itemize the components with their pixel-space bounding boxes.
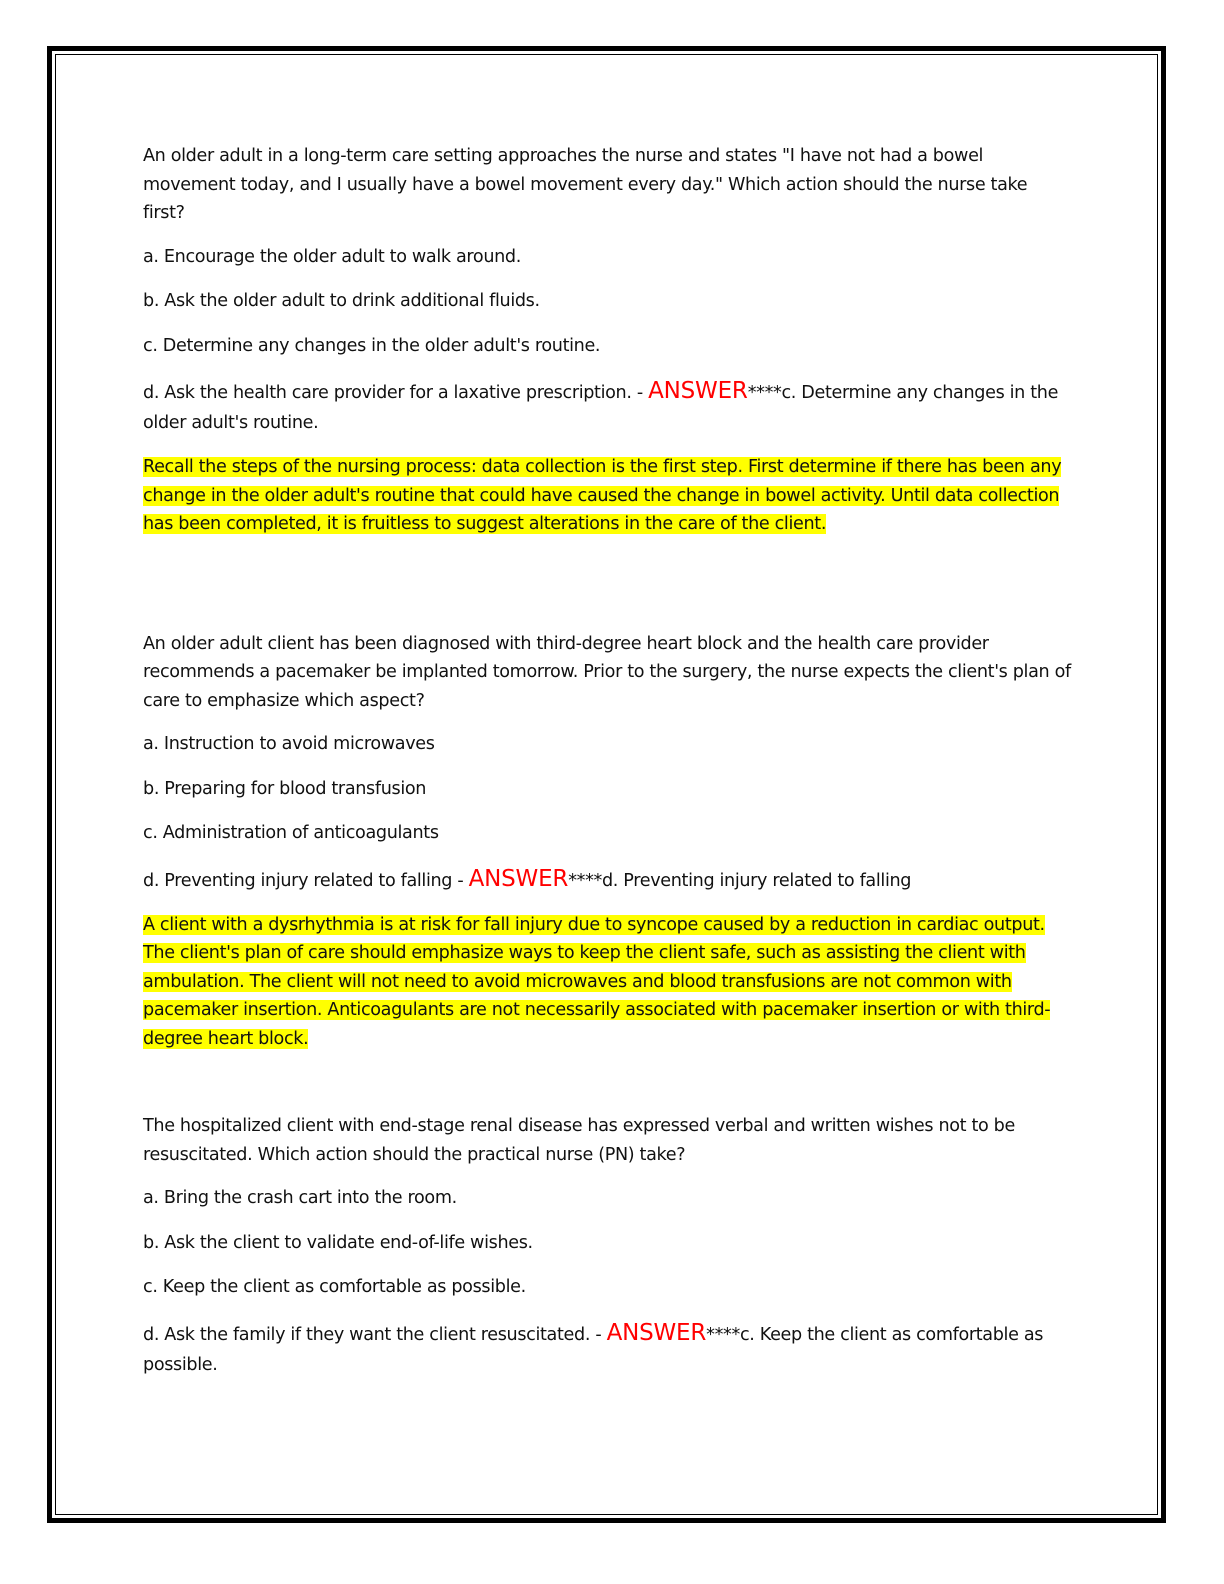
- answer-option-d: [143, 864, 1073, 896]
- answer-option-d-text: d. Preventing injury related to falling -: [143, 870, 464, 891]
- answer-option-d: [143, 1318, 1073, 1380]
- answer-option-b: b. Preparing for blood transfusion: [143, 778, 427, 799]
- correct-answer: ****c. Determine any changes in the older adult's routine.: [143, 383, 1059, 433]
- question-stem: An older adult in a long-term care setting approaches the nurse and states "I have not had a bowel movement today, and I usually have a bowel movement every day." Which action should the nurse take first?: [143, 146, 1028, 223]
- answer-option-a: a. Instruction to avoid microwaves: [143, 734, 435, 754]
- answer-option-c: c. Administration of anticoagulants: [143, 823, 439, 843]
- answer-option-c: c. Determine any changes in the older adult's routine.: [143, 335, 601, 356]
- question-stem: The hospitalized client with end-stage renal disease has expressed verbal and written wishes not to be resuscitated. Which action should the practical nurse (PN) take?: [143, 1116, 1015, 1165]
- rationale-highlight: [143, 453, 1073, 539]
- answer-option-d-text: d. Ask the health care provider for a laxative prescription. -: [143, 383, 643, 403]
- answer-option-a: a. Bring the crash cart into the room.: [143, 1188, 457, 1208]
- rationale-text: Recall the steps of the nursing process: data collection is the first step. First determine if there has been any change in the older adult's routine that could have caused the change in bowel activity. Until data collection has been completed, it is fruitless to suggest alterations in the care of the client.: [143, 457, 1062, 534]
- answer-option-d-text: d. Ask the family if they want the client resuscitated. -: [143, 1324, 602, 1345]
- answer-option-c: c. Keep the client as comfortable as possible.: [143, 1277, 526, 1297]
- question-stem: An older adult client has been diagnosed with third-degree heart block and the health care provider recommends a pacemaker be implanted tomorrow. Prior to the surgery, the nurse expects the client's plan of care to emphasize which aspect?: [143, 633, 1071, 711]
- rationale-text: A client with a dysrhythmia is at risk for fall injury due to syncope caused by a reduction in cardiac output. The client's plan of care should emphasize ways to keep the client safe, such as assisting the client with ambulation. The client will not need to avoid microwaves and blood transfusions are not common with pacemaker insertion. Anticoagulants are not necessarily associated with pacemaker insertion or with third-degree heart block.: [143, 914, 1051, 1049]
- question-1: [143, 142, 1073, 539]
- answer-tag: ANSWER: [606, 1319, 707, 1346]
- answer-tag: ANSWER: [468, 865, 569, 892]
- rationale-highlight: [143, 911, 1073, 1054]
- answer-option-d: [143, 376, 1073, 438]
- question-3: [143, 1112, 1073, 1380]
- correct-answer: ****c. Keep the client as comfortable as possible.: [143, 1324, 1044, 1375]
- correct-answer: ****d. Preventing injury related to falling: [568, 870, 912, 891]
- document-body: [143, 142, 1073, 1395]
- answer-option-b: b. Ask the client to validate end-of-life wishes.: [143, 1232, 533, 1253]
- answer-option-a: a. Encourage the older adult to walk around.: [143, 246, 521, 267]
- answer-tag: ANSWER: [648, 378, 748, 404]
- answer-option-b: b. Ask the older adult to drink additional fluids.: [143, 291, 540, 311]
- question-2: [143, 630, 1073, 1054]
